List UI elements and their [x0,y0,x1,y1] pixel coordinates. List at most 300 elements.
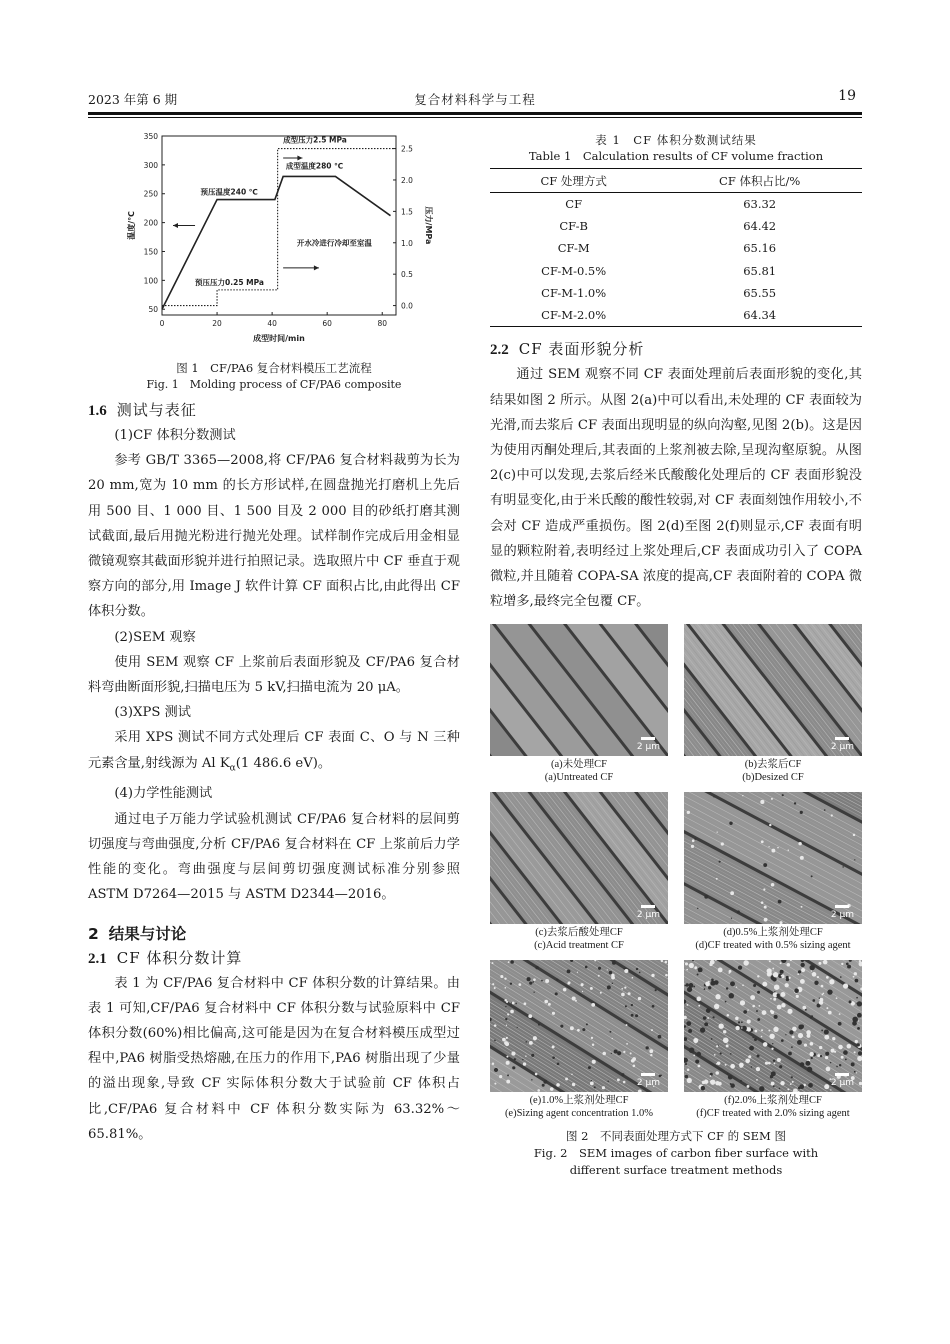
copa-particle [768,846,769,847]
y-left-tick-label: 300 [143,160,158,170]
copa-particle [854,860,855,861]
copa-particle [533,1037,537,1041]
copa-particle [688,1029,692,1033]
copa-particle [665,961,668,964]
copa-particle [552,1012,555,1015]
copa-particle [726,1045,729,1048]
molding-process-chart [88,120,460,356]
copa-particle [747,1010,748,1011]
sem-caption [684,1094,862,1128]
copa-particle [777,847,779,849]
copa-particle [726,1019,728,1021]
copa-particle [812,972,817,977]
copa-particle [859,960,861,962]
copa-particle [742,795,743,796]
x-tick-label: 40 [267,319,277,328]
copa-particle [621,993,625,997]
copa-particle [545,979,549,983]
copa-particle [504,1041,508,1045]
copa-particle [856,1073,857,1074]
copa-particle [798,971,801,974]
copa-particle [706,1009,711,1014]
x-tick-label: 60 [322,319,332,328]
section-title: 测试与表征 [116,401,197,419]
copa-particle [777,994,780,997]
copa-particle [820,1055,822,1057]
copa-particle [697,908,698,909]
copa-particle [693,986,695,988]
copa-particle [591,1003,595,1007]
copa-particle [531,1080,532,1081]
copa-particle [749,1046,754,1051]
copa-particle [851,1002,853,1004]
paragraph-xps-test [88,725,460,781]
copa-particle [719,1024,724,1029]
copa-particle [858,1052,862,1056]
copa-particle [628,993,631,996]
copa-particle [738,966,742,970]
copa-particle [800,856,804,860]
copa-particle [797,1040,802,1045]
table-row [490,193,862,215]
copa-particle [710,1081,711,1082]
copa-particle [804,1044,807,1047]
table-row [490,304,862,326]
copa-particle [594,1087,596,1089]
copa-particle [737,911,740,914]
copa-particle [800,979,805,984]
copa-particle [588,1066,591,1069]
copa-particle [538,1024,540,1026]
table-1-caption-en: Table 1 Calculation results of CF volume fraction [528,149,824,163]
copa-particle [542,1084,545,1087]
copa-particle [714,1054,716,1056]
copa-particle [512,1002,515,1005]
copa-particle [779,1088,780,1089]
copa-particle [713,797,714,798]
copa-particle [841,963,843,965]
copa-particle [789,1031,793,1035]
copa-particle [698,1065,701,1068]
annotation-forming-temp: 成型温度280 ℃ [285,161,344,171]
copa-particle [792,1036,795,1039]
copa-particle [853,976,855,978]
copa-particle [763,863,767,867]
copa-particle [792,1027,797,1032]
table-cell: 65.55 [743,286,777,301]
copa-particle [834,1051,836,1053]
copa-particle [649,1050,653,1054]
copa-particle [609,971,612,974]
copa-particle [510,1010,514,1014]
copa-particle [624,987,626,989]
table-cell: 64.42 [743,219,777,234]
copa-particle [612,1038,613,1039]
copa-particle [730,1053,731,1054]
copa-particle [533,992,534,993]
copa-particle [772,968,774,970]
copa-particle [544,1000,548,1004]
copa-particle [781,1003,785,1007]
copa-particle [505,1018,507,1020]
table-row [490,260,862,282]
copa-particle [575,1000,577,1002]
copa-particle [729,993,735,999]
copa-particle [685,1075,688,1078]
copa-particle [506,1025,507,1026]
copa-particle [557,1063,560,1066]
annotation-forming-pressure: 成型压力2.5 MPa [283,135,347,145]
item-4-title: (4)力学性能测试 [114,786,213,802]
sem-row [490,960,862,1128]
copa-particle [692,840,695,843]
copa-particle [687,1078,692,1083]
sem-caption-cn: (e)1.0%上浆剂处理CF [529,1095,629,1107]
section-title: CF 表面形貌分析 [518,340,645,359]
copa-particle [506,1001,508,1003]
copa-particle [517,1027,518,1028]
copa-particle [623,1051,625,1053]
sem-image-sizing-0-5 [684,792,862,924]
copa-particle [636,968,638,970]
copa-particle [686,1022,691,1027]
table-cell: CF-M-2.0% [541,308,607,323]
copa-particle [735,1026,739,1030]
x-tick-label: 0 [159,319,165,328]
copa-particle [774,991,775,992]
copa-particle [582,1028,585,1031]
copa-particle [773,1060,775,1062]
copa-particle [729,970,732,973]
copa-particle [843,1051,848,1056]
copa-particle [714,1004,719,1009]
copa-particle [762,982,767,987]
copa-particle [719,861,721,863]
copa-particle [621,988,623,990]
copa-particle [740,1001,745,1006]
copa-particle [611,974,614,977]
copa-particle [842,867,843,868]
copa-particle [777,1058,781,1062]
figure-2-caption-en-line2: different surface treatment methods [569,1163,783,1178]
sem-caption-cn: (d)0.5%上浆剂处理CF [723,927,823,939]
copa-particle [811,1057,813,1059]
x-tick-label: 80 [377,319,388,328]
y-right-tick-label: 2.5 [401,144,413,154]
section-number: 1.6 [88,403,107,419]
copa-particle [747,1020,751,1024]
paragraph-volume-fraction-results: 表 1 为 CF/PA6 复合材料中 CF 体积分数的计算结果。由表 1 可知,CF/PA6 复合材料中 CF 体积分数与试验原料中 CF 体积分数(60%)相比偏高,这可能是因为在复合材料模压成型过程中,PA6 树脂受热熔融,在压力的作用下,PA6 树脂出现了少量的溢出现象,导致 CF 实际体积分数大于试验前 CF 体积占比,CF/PA6 复合材料中 CF 体积分数实际为 63.32%～65.81%。 [88,975,460,1142]
copa-particle [767,973,771,977]
copa-particle [695,1060,699,1064]
header-rule-thin [88,117,862,118]
copa-particle [598,967,601,970]
copa-particle [811,876,813,878]
copa-particle [710,1075,712,1077]
copa-particle [826,1067,831,1072]
sem-caption-cn: (c)去浆后酸处理CF [535,927,623,939]
y-right-tick-label: 1.0 [401,238,413,248]
copa-particle [810,1042,814,1046]
copa-particle [788,850,789,851]
copa-particle [792,1081,794,1083]
copa-particle [689,983,694,988]
k-alpha-subscript: α [229,763,236,774]
copa-particle [537,1090,540,1093]
copa-particle [769,961,771,963]
copa-particle [817,1054,820,1057]
y-right-tick-label: 2.0 [401,175,413,185]
copa-particle [694,967,697,970]
copa-particle [652,1005,655,1008]
copa-particle [847,1044,852,1049]
journal-issue: 2023 年第 6 期 [88,92,178,107]
table-cell: CF [565,196,583,211]
copa-particle [512,1067,515,1070]
copa-particle [721,843,724,846]
table-row [490,215,862,237]
copa-particle [777,1005,782,1010]
sem-caption [684,926,862,960]
copa-particle [761,1030,763,1032]
copa-particle [757,1018,760,1021]
sem-image-sizing-2-0 [684,960,862,1092]
copa-particle [541,980,543,982]
table-cell: 65.16 [743,241,777,256]
copa-particle [626,1024,628,1026]
copa-particle [502,1038,506,1042]
copa-particle [765,1062,768,1065]
copa-particle [785,1035,786,1036]
xps-energy: (1 486.6 eV)。 [235,755,332,771]
copa-particle [505,987,507,989]
copa-particle [687,1069,690,1072]
paragraph-sem-observation: 使用 SEM 观察 CF 上浆前后表面形貌及 CF/PA6 复合材料弯曲断面形貌,扫描电压为 5 kV,扫描电流为 20 μA。 [88,654,460,696]
copa-particle [494,1083,496,1085]
copa-particle [730,1064,735,1069]
copa-particle [757,975,759,977]
copa-particle [739,1063,744,1068]
copa-particle [632,977,634,979]
copa-particle [828,1011,832,1015]
copa-particle [633,1061,635,1063]
section-number: 2 [88,924,99,943]
copa-particle [736,987,737,988]
copa-particle [612,961,616,965]
plot-frame [162,136,396,315]
copa-particle [602,1086,605,1089]
right-column [490,120,862,1179]
copa-particle [585,966,588,969]
copa-particle [856,997,858,999]
copa-particle [691,845,694,848]
y-left-tick-label: 150 [143,247,158,257]
copa-particle [630,1053,632,1055]
copa-particle [704,989,706,991]
y-left-tick-label: 200 [143,218,158,228]
y-left-axis-label: 温度/℃ [127,211,136,240]
copa-particle [696,997,701,1002]
copa-particle [826,976,829,979]
copa-particle [693,1055,695,1057]
y-right-axis-label: 压力/MPa [424,206,433,245]
y-right-tick-label: 0.5 [401,270,413,280]
copa-particle [572,997,576,1001]
sem-caption-en: (f)CF treated with 2.0% sizing agent [696,1108,850,1120]
copa-particle [821,1030,823,1032]
copa-particle [704,1023,708,1027]
copa-particle [638,997,641,1000]
copa-particle [836,1066,838,1068]
copa-particle [839,1014,841,1016]
copa-particle [720,1053,722,1055]
copa-particle [665,974,668,977]
paragraph-mechanical-test: 通过电子万能力学试验机测试 CF/PA6 复合材料的层间剪切强度与弯曲强度,分析 CF/PA6 复合材料在 CF 上浆前后力学性能的变化。弯曲强度与层间剪切强度测试标准分别参照 ASTM D7264—2015 与 ASTM D2344—2016。 [88,811,460,903]
x-tick-label: 20 [212,319,222,328]
copa-particle [825,1052,829,1056]
copa-particle [718,968,723,973]
copa-particle [741,1022,743,1024]
copa-particle [698,968,703,973]
copa-particle [750,995,755,1000]
copa-particle [639,972,641,974]
copa-particle [655,990,657,992]
copa-particle [781,1040,784,1043]
copa-particle [717,832,718,833]
copa-particle [769,824,771,826]
scale-bar: 2 μm [637,905,660,920]
copa-particle [686,969,688,971]
sem-caption-en: (e)Sizing agent concentration 1.0% [504,1108,654,1120]
copa-particle [812,1000,815,1003]
table-header-row [490,169,862,193]
sem-caption [490,1094,668,1128]
copa-particle [535,1073,538,1076]
copa-particle [797,974,799,976]
copa-particle [821,985,824,988]
copa-particle [768,1062,771,1065]
copa-particle [687,1004,689,1006]
copa-particle [651,974,654,977]
copa-particle [577,1029,580,1032]
copa-particle [694,838,696,840]
copa-particle [494,987,496,989]
sem-row [490,792,862,960]
copa-particle [805,1061,810,1066]
copa-particle [689,1048,695,1054]
copa-particle [598,975,600,977]
scale-bar: 2 μm [831,1073,854,1088]
copa-particle [742,985,744,987]
copa-particle [506,1037,508,1039]
table-header-cell: CF 体积占比/% [719,173,801,188]
copa-particle [758,1005,760,1007]
table-cell: CF-B [559,219,588,234]
copa-particle [782,794,784,796]
copa-particle [621,1073,624,1076]
copa-particle [716,878,718,880]
copa-particle [730,982,735,987]
figure-2-caption-en-line1: Fig. 2 SEM images of carbon fiber surface with [533,1146,819,1161]
copa-particle [819,1001,823,1005]
copa-particle [824,1085,829,1090]
section-number: 2.1 [88,950,107,967]
copa-particle [590,987,593,990]
copa-particle [548,1003,551,1006]
copa-particle [809,1052,813,1056]
copa-particle [798,1033,803,1038]
copa-particle [811,971,812,972]
copa-particle [800,811,803,814]
copa-particle [790,1084,792,1086]
copa-particle [808,1083,813,1088]
copa-particle [535,966,539,970]
sem-image-sizing-1-0 [490,960,668,1092]
copa-particle [771,1082,775,1086]
copa-particle [708,987,711,990]
copa-particle [787,1089,789,1091]
copa-particle [761,841,764,844]
item-2-title: (2)SEM 观察 [114,629,196,645]
scale-bar: 2 μm [831,737,854,752]
copa-particle [756,1010,758,1012]
table-row [490,282,862,304]
sem-panel-b [684,624,862,792]
copa-particle [735,1017,739,1021]
copa-particle [796,995,799,998]
sem-panel-c [490,792,668,960]
copa-particle [590,1082,594,1086]
copa-particle [847,965,851,969]
journal-title: 复合材料科学与工程 [414,92,536,107]
figure-1-caption [88,359,460,392]
sem-panel-e [490,960,668,1128]
sem-caption-en: (a)Untreated CF [544,772,614,784]
section-title: CF 体积分数计算 [116,948,243,967]
copa-particle [854,1071,856,1073]
copa-particle [773,998,776,1001]
copa-particle [768,1030,770,1032]
copa-particle [754,1030,757,1033]
copa-particle [858,1021,859,1022]
copa-particle [687,811,690,814]
copa-particle [710,981,715,986]
sem-panel-a [490,624,668,792]
copa-particle [854,973,857,976]
copa-particle [832,1037,835,1040]
arrow-right-pressure-axis-head [314,265,319,270]
sem-caption-en: (d)CF treated with 0.5% sizing agent [695,940,851,952]
copa-particle [567,970,571,974]
xps-text: 采用 XPS 测试不同方式处理后 CF 表面 C、O 与 N 三种元素含量,射线源为 Al K [88,730,460,771]
copa-particle [853,834,856,837]
sem-caption-cn: (b)去浆后CF [744,759,802,771]
copa-particle [769,1034,774,1039]
copa-particle [830,1090,831,1091]
table-1-caption [490,132,862,164]
sem-image-desized [684,624,862,756]
copa-particle [625,1006,627,1008]
sem-row [490,624,862,792]
copa-particle [567,982,570,985]
header-rule-thick [88,112,862,115]
copa-particle [624,969,628,973]
copa-particle [851,1063,855,1067]
copa-particle [650,1054,652,1056]
copa-particle [759,1087,764,1092]
copa-particle [700,1028,705,1033]
copa-particle [771,1048,773,1050]
